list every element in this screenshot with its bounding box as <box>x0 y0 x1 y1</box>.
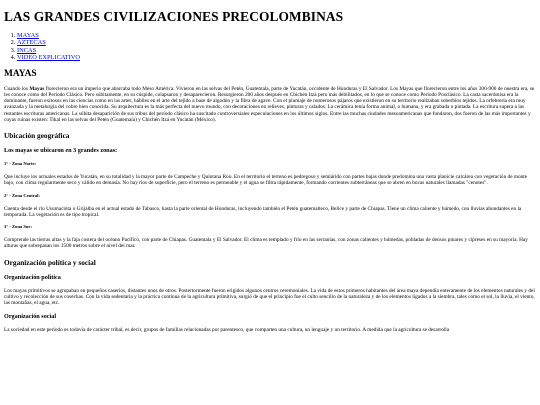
heading-organizacion-social: Organización social <box>4 313 57 321</box>
zone-label-central: 2° - Zona Central: <box>4 192 40 198</box>
intro-text-after: florecieron era un imperio que abarcaba todo Meso América. Vivieron en las selvas del Petén, Guatemala, parte de Yucatán, occidente de Honduras y El Salvador. Los Mayas que florecieron entre los años 300-900 de nuestra era, se les conoce como del Período Clásico. Pero súbitamente, en su cúspide, colapsaron y desaparecieron. Resurgieron 200 años después en Chichén Itzá pero más debilitados, en lo que se conoce como Período Posclásico. La casta sacerdotisa era la dominante, fueron exitosos en las ciencias como en las artes, hábiles en el arte del tejido a base de algodón y la fibra de agave. Con el plumaje de numerosos pájaros que existieron en su territorio realizaban soberbios tejidos. La orfebrería era muy avanzada y la metalurgia del cobre bien conocida. Su arquitectura es la más perfecta del nuevo mundo, con decoraciones en relieves, pinturas y calados. La cerámica tenía forma animal, o humana, y era grabada o pintada. La escritura supera a las restantes escrituras americanas. La súbita desaparición de sus tribus del período clásico ha suscitado controversiales especulaciones en los últimos siglos. Entre las muchas ciudades mesoamericanas que fundaron, dos fueron de las más importantes y cuyas ruinas existen: Tikal en las selvas del Petén (Guatemala) y Chichén Itzá en Yucatán (México). <box>4 85 535 123</box>
heading-ubicacion: Ubicación geográfica <box>4 131 70 141</box>
page-title: LAS GRANDES CIVILIZACIONES PRECOLOMBINAS <box>4 9 344 24</box>
toc-item-video <box>17 54 536 61</box>
toc-link-incas[interactable]: INCAS <box>17 46 37 54</box>
intro-bold-mayas: Mayas <box>29 85 45 92</box>
zone-text-sur: Comprende las tierras altas y la faja costera del océano Pacífico, con parte de Chiapas. Guatemala y El Salvador. El clima es templado y frío en las serranías, con zonas calientes y húmedas, pobladas de densos pinares y cipreses en su mayoría. Hay alturas que sobrepasan los 1500 metros sobre el nivel del mar. <box>4 237 528 250</box>
intro-paragraph <box>4 86 536 124</box>
organizacion-politica-text: Los mayas primitivos se agrupaban en pequeños caseríos, distantes unos de otros. Postertormente fueron erigidos algunos centros ceremoniales. La vida de estos primeros habitantes del área maya dependía enteramente de los elementos naturales y del cultivo y recolección de sus cosechas. Con la vida sedentaria y la práctica continua de la agricultura primitiva, surgió de que el principio fue el culto sencillo de la naturaleza y de los elementos ligados a la siembra, tales como el sol, la lluvia, el viento, las montañas, el agua, etc. <box>4 287 535 307</box>
toc-link-video[interactable]: VIDEO EXPLICATIVO <box>17 54 81 62</box>
organizacion-social-text: La sociedad en este período es todavía de carácter tribal, es decir, grupos de familias relacionadas por parentesco, que comparten una cultura, un lenguaje y un territorio. A medida que la agricultura se desarrolla <box>4 327 450 334</box>
table-of-contents <box>4 32 536 62</box>
heading-organizacion: Organización política y social <box>4 257 96 267</box>
zone-label-norte: 1° - Zona Norte: <box>4 161 37 167</box>
toc-item-incas <box>17 47 536 54</box>
section-title-mayas: MAYAS <box>4 68 37 79</box>
subheading-zonas: Los mayas se ubicaron en 3 grandes zonas: <box>4 147 118 155</box>
toc-item-aztecas <box>17 39 536 46</box>
heading-organizacion-politica: Organización política <box>4 273 61 281</box>
page <box>4 0 536 340</box>
toc-item-mayas <box>17 32 536 39</box>
zone-label-sur: 3° - Zona Sur: <box>4 224 32 230</box>
toc-link-aztecas[interactable]: AZTECAS <box>17 39 46 47</box>
toc-link-mayas[interactable]: MAYAS <box>17 32 39 39</box>
zone-text-central: Cuenta desde el río Usumacinta o Grijalba en el actual estado de Tabasco, hasta la parte oriental de Honduras, incluyendo también el Petén guatemalteco, Belice y parte de Chiapas. Tiene un clima caliente y húmedo, con lluvias abundantes en la temporada. La vegetación es de tipo tropical. <box>4 205 522 218</box>
intro-text-before: Cuando los <box>4 85 30 92</box>
zone-text-norte: Que incluye los actuales estados de Yucatán, en su totalidad y la mayor parte de Campeche y Quintana Roo. En el territorio el terreno es pedregoso y semiárido con partes bajas donde predomina una vasta planicie calcárea con vegetación de monte bajo, con clima regularmente seco y cálido en demasía. No hay ríos de superficie, pero el terreno es permeable y el agua se filtra rápidamente, formando corrientes subterráneas que se abren en bocas naturales llamadas "cenotes". <box>4 174 528 187</box>
